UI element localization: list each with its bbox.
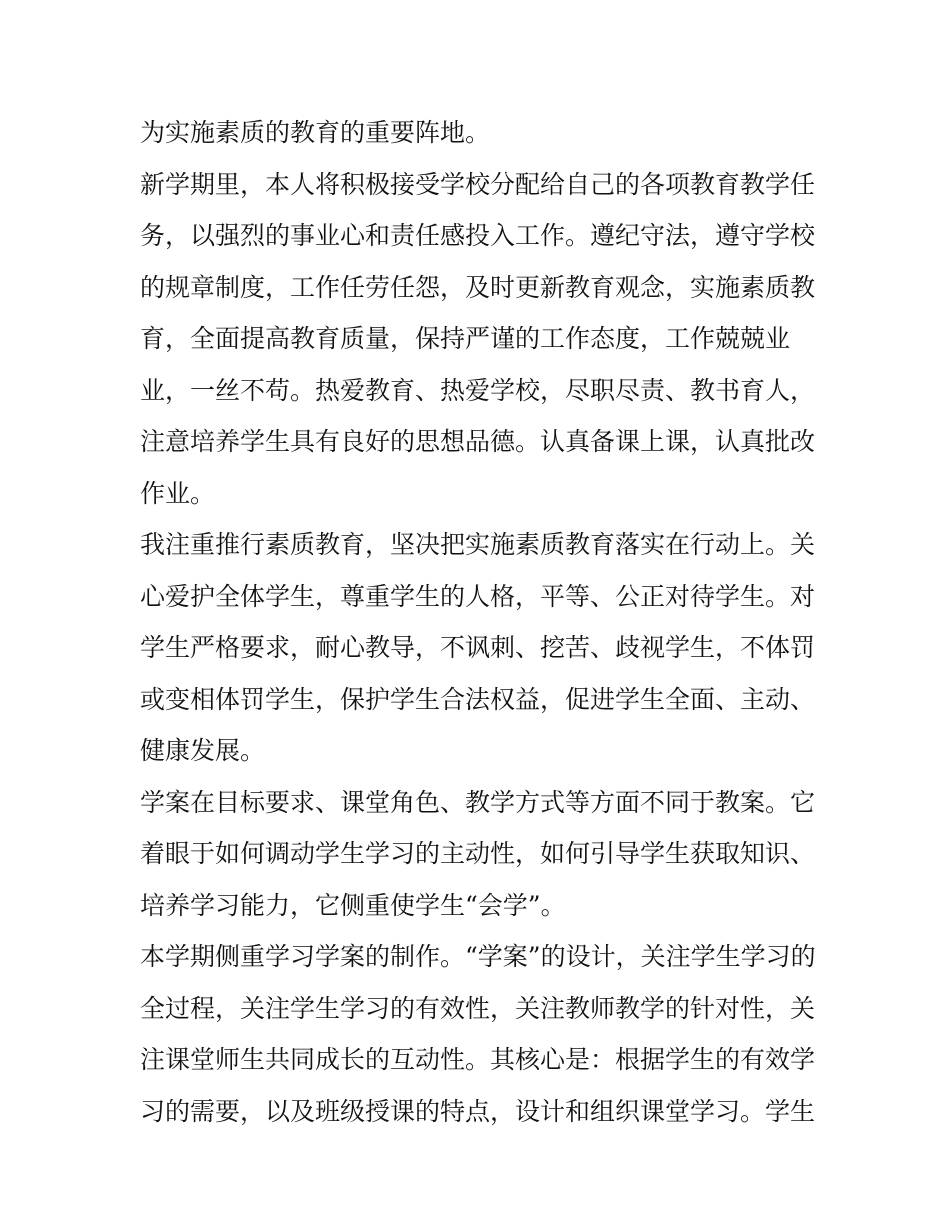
- text-line: 为实施素质的教育的重要阵地。: [140, 118, 491, 147]
- text-line: 注课堂师生共同成长的互动性。其核心是：根据学生的有效学: [140, 1045, 816, 1074]
- text-line: 本学期侧重学习学案的制作。“学案”的设计，关注学生学习的: [140, 942, 816, 971]
- document-body: [140, 107, 816, 1137]
- text-line: 新学期里，本人将积极接受学校分配给自己的各项教育教学任: [140, 169, 816, 199]
- text-line: 的规章制度，工作任劳任怨，及时更新教育观念，实施素质教: [140, 272, 816, 302]
- text-line: 着眼于如何调动学生学习的主动性，如何引导学生获取知识、: [140, 839, 816, 868]
- text-line: 全过程，关注学生学习的有效性，关注教师教学的针对性，关: [140, 993, 816, 1023]
- text-line: 注意培养学生具有良好的思想品德。认真备课上课，认真批改: [140, 427, 816, 456]
- text-line: 培养学习能力，它侧重使学生“会学”。: [140, 890, 566, 920]
- text-line: 学生严格要求，耐心教导，不讽刺、挖苦、歧视学生，不体罚: [140, 633, 816, 662]
- text-line: 务，以强烈的事业心和责任感投入工作。遵纪守法，遵守学校: [140, 221, 816, 250]
- text-line: 习的需要，以及班级授课的特点，设计和组织课堂学习。学生: [140, 1096, 816, 1126]
- text-line: 或变相体罚学生，保护学生合法权益，促进学生全面、主动、: [140, 684, 816, 714]
- text-line: 我注重推行素质教育，坚决把实施素质教育落实在行动上。关: [140, 530, 816, 559]
- text-line: 健康发展。: [140, 736, 266, 765]
- text-line: 作业。: [140, 478, 216, 508]
- text-line: 业，一丝不苟。热爱教育、热爱学校，尽职尽责、教书育人，: [140, 375, 816, 405]
- text-line: 学案在目标要求、课堂角色、教学方式等方面不同于教案。它: [140, 787, 816, 817]
- text-line: 育，全面提高教育质量，保持严谨的工作态度，工作兢兢业: [140, 324, 791, 353]
- text-line: 心爱护全体学生，尊重学生的人格，平等、公正对待学生。对: [140, 581, 816, 611]
